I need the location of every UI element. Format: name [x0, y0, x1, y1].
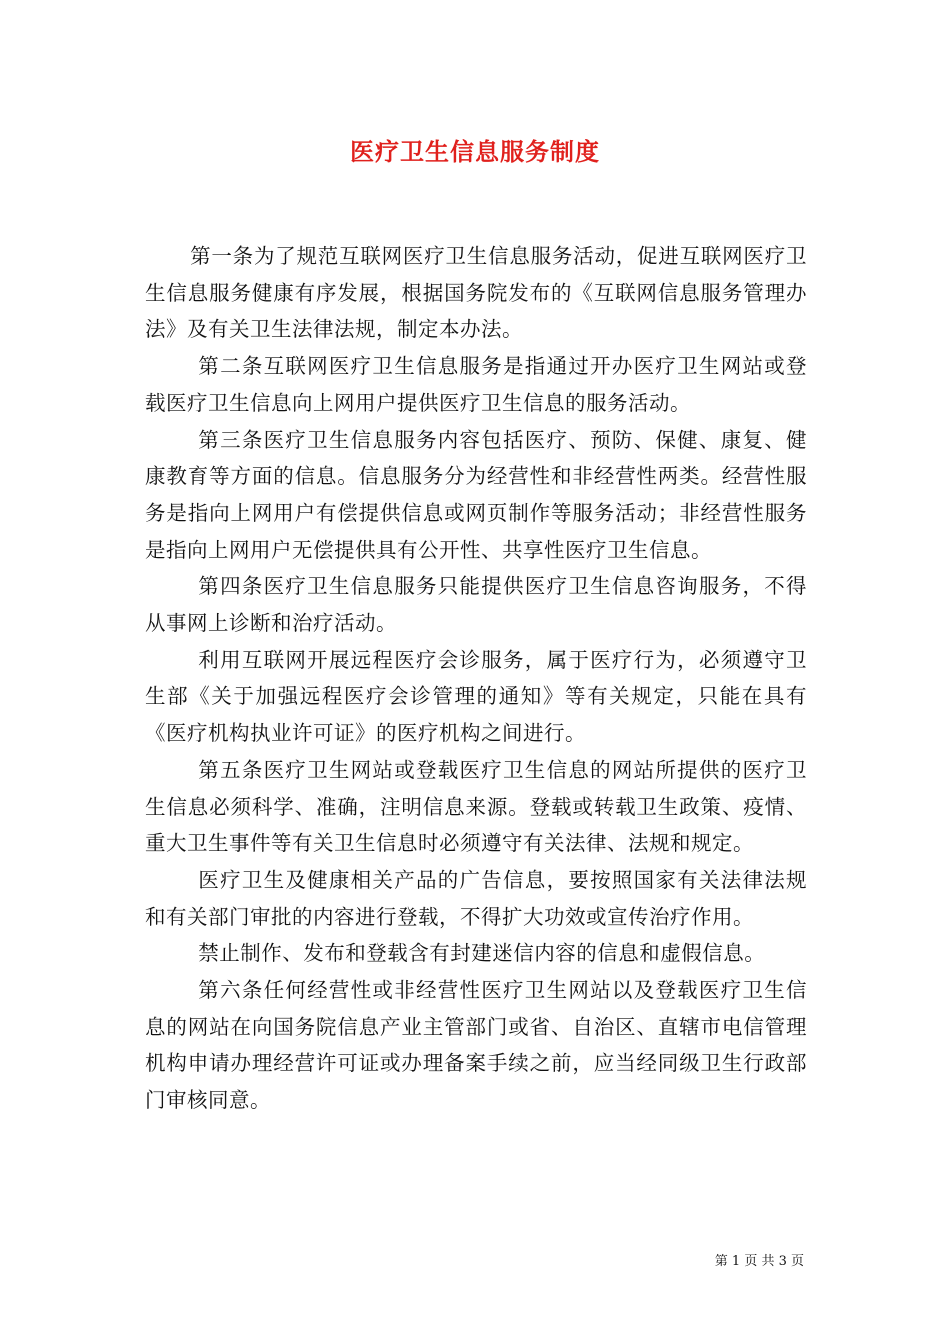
page-number: 第 1 页 共 3 页 [714, 1254, 804, 1269]
paragraph-article-3: 第三条医疗卫生信息服务内容包括医疗、预防、保健、康复、健康教育等方面的信息。信息服务分为经营性和非经营性两类。经营性服务是指向上网用户有偿提供信息或网页制作等服务活动；非经营性服务是指向上网用户无偿提供具有公开性、共享性医疗卫生信息。 [145, 427, 807, 562]
paragraph-article-6: 第六条任何经营性或非经营性医疗卫生网站以及登载医疗卫生信息的网站在向国务院信息产业主管部门或省、自治区、直辖市电信管理机构申请办理经营许可证或办理备案手续之前，应当经同级卫生行政部门审核同意。 [145, 978, 807, 1113]
paragraph-advertising: 医疗卫生及健康相关产品的广告信息，要按照国家有关法律法规和有关部门审批的内容进行登载，不得扩大功效或宣传治疗作用。 [145, 867, 807, 929]
paragraph-article-4: 第四条医疗卫生信息服务只能提供医疗卫生信息咨询服务，不得从事网上诊断和治疗活动。 [145, 574, 807, 636]
paragraph-article-5: 第五条医疗卫生网站或登载医疗卫生信息的网站所提供的医疗卫生信息必须科学、准确，注明信息来源。登载或转载卫生政策、疫情、重大卫生事件等有关卫生信息时必须遵守有关法律、法规和规定。 [145, 757, 807, 856]
document-title: 医疗卫生信息服务制度 [350, 137, 600, 166]
paragraph-prohibition: 禁止制作、发布和登载含有封建迷信内容的信息和虚假信息。 [198, 941, 766, 966]
document-body [145, 238, 807, 1119]
paragraph-article-2: 第二条互联网医疗卫生信息服务是指通过开办医疗卫生网站或登载医疗卫生信息向上网用户提供医疗卫生信息的服务活动。 [145, 354, 807, 415]
paragraph-remote-consultation: 利用互联网开展远程医疗会诊服务，属于医疗行为，必须遵守卫生部《关于加强远程医疗会诊管理的通知》等有关规定，只能在具有《医疗机构执业许可证》的医疗机构之间进行。 [145, 647, 807, 746]
paragraph-article-1: 第一条为了规范互联网医疗卫生信息服务活动，促进互联网医疗卫生信息服务健康有序发展，根据国务院发布的《互联网信息服务管理办法》及有关卫生法律法规，制定本办法。 [145, 244, 807, 342]
